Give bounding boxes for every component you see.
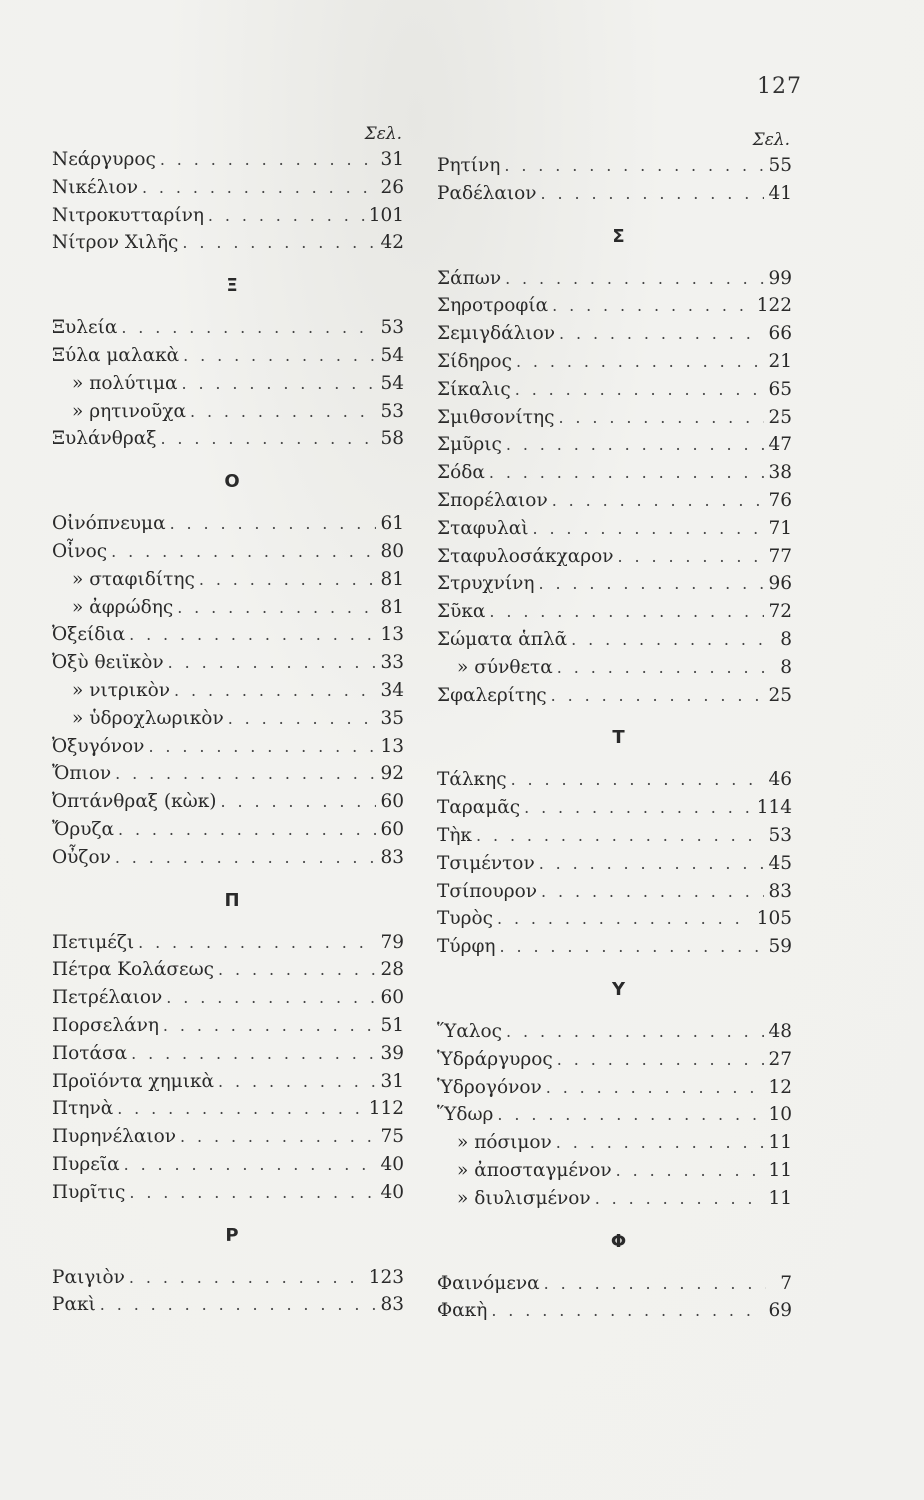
- index-entry: [437, 376, 792, 404]
- entry-page: 54: [380, 372, 404, 394]
- entry-page: 42: [380, 232, 404, 254]
- dot-leader: [559, 320, 764, 348]
- index-entry: [52, 1123, 404, 1151]
- dot-leader: [129, 621, 376, 649]
- dot-leader: [148, 733, 376, 761]
- index-column-right: [437, 128, 792, 1325]
- dot-leader: [556, 1129, 765, 1157]
- entry-term: Πτηνὰ: [52, 1098, 114, 1120]
- entry-page: 12: [768, 1076, 792, 1098]
- index-entry: [437, 1270, 792, 1298]
- dot-leader: [124, 1151, 377, 1179]
- column-header: Σελ.: [364, 124, 402, 144]
- entry-page: 99: [768, 267, 792, 289]
- index-entry: [52, 984, 404, 1012]
- entry-term: Ὑδρογόνον: [437, 1076, 542, 1098]
- index-entry: [52, 1068, 404, 1096]
- dot-leader: [541, 878, 764, 906]
- entry-page: 8: [780, 628, 792, 650]
- dot-leader: [208, 202, 365, 230]
- entry-page: 123: [368, 1266, 404, 1288]
- index-entries: [52, 146, 404, 1319]
- index-entry: [437, 487, 792, 515]
- dot-leader: [538, 570, 764, 598]
- index-entry: [52, 594, 404, 622]
- index-entry: [437, 292, 792, 320]
- index-entry: [52, 510, 404, 538]
- entry-term: Σίδηρος: [437, 350, 512, 372]
- dot-leader: [183, 342, 376, 370]
- dot-leader: [489, 598, 764, 626]
- entry-term: Ὄρυζα: [52, 818, 114, 840]
- entry-page: 112: [368, 1098, 404, 1120]
- dot-leader: [182, 229, 376, 257]
- dot-leader: [160, 425, 376, 453]
- entry-page: 28: [380, 959, 404, 981]
- entry-term: » διυλισμένον: [457, 1187, 591, 1209]
- entry-page: 76: [768, 489, 792, 511]
- index-entry: [52, 956, 404, 984]
- index-entry: [52, 760, 404, 788]
- entry-page: 31: [380, 1070, 404, 1092]
- entry-term: Ρητίνη: [437, 155, 501, 176]
- entry-page: 61: [380, 513, 404, 535]
- entry-page: 81: [380, 568, 404, 590]
- entry-term: Φαινόμενα: [437, 1272, 540, 1294]
- index-entry: [52, 342, 404, 370]
- entry-term: Σταφυλοσάκχαρον: [437, 545, 614, 567]
- entry-page: 58: [380, 428, 404, 450]
- entry-page: 60: [380, 791, 404, 813]
- index-entry: [437, 850, 792, 878]
- index-entry: [52, 146, 404, 174]
- dot-leader: [551, 682, 765, 710]
- dot-leader: [115, 844, 377, 872]
- dot-leader: [218, 956, 376, 984]
- entry-term: Σίκαλις: [437, 378, 511, 400]
- entry-term: Νικέλιον: [52, 176, 138, 198]
- entry-page: 75: [380, 1126, 404, 1148]
- index-entry: [52, 1179, 404, 1207]
- entry-term: Σεμιγδάλιον: [437, 323, 555, 345]
- entry-page: 66: [768, 323, 792, 345]
- entry-term: Σάπων: [437, 267, 502, 289]
- dot-leader: [497, 905, 753, 933]
- dot-leader: [489, 459, 765, 487]
- entry-term: Πυρεῖα: [52, 1153, 120, 1175]
- entry-term: Ὀξυγόνον: [52, 735, 145, 757]
- entry-page: 21: [768, 350, 792, 372]
- entry-page: 27: [768, 1048, 792, 1070]
- dot-leader: [557, 1046, 765, 1074]
- dot-leader: [552, 292, 753, 320]
- entry-page: 48: [768, 1020, 792, 1042]
- dot-leader: [506, 1018, 764, 1046]
- entry-term: Νιτροκυτταρίνη: [52, 204, 204, 226]
- index-entry: [437, 1129, 792, 1157]
- entry-term: Σμιθσονίτης: [437, 406, 555, 428]
- entry-term: Ταραμᾶς: [437, 797, 521, 819]
- index-entry: [437, 682, 792, 710]
- entry-page: 79: [380, 931, 404, 953]
- entry-page: 81: [380, 596, 404, 618]
- section-letter: Υ: [611, 978, 626, 1000]
- entry-term: Τσιμέντον: [437, 852, 535, 874]
- index-entry: [437, 459, 792, 487]
- index-entry: [437, 626, 792, 654]
- dot-leader: [491, 1297, 764, 1325]
- index-entry: [437, 933, 792, 961]
- dot-leader: [618, 543, 765, 571]
- entry-page: 69: [768, 1300, 792, 1322]
- section-letter: Ο: [224, 471, 240, 493]
- dot-leader: [524, 794, 753, 822]
- entry-page: 40: [380, 1181, 404, 1203]
- dot-leader: [557, 654, 766, 682]
- entry-page: 59: [768, 936, 792, 958]
- column-header: Σελ.: [752, 130, 790, 150]
- dot-leader: [546, 1074, 765, 1102]
- entry-page: 46: [768, 769, 792, 791]
- entry-page: 39: [380, 1042, 404, 1064]
- index-entry: [437, 822, 792, 850]
- dot-leader: [160, 146, 377, 174]
- entry-term: Τύρφη: [437, 936, 496, 958]
- index-entry: [52, 1095, 404, 1123]
- dot-leader: [504, 152, 764, 180]
- dot-leader: [616, 1157, 765, 1185]
- entry-page: 53: [768, 824, 792, 846]
- dot-leader: [541, 180, 765, 208]
- dot-leader: [166, 984, 376, 1012]
- entry-page: 25: [768, 684, 792, 706]
- entry-term: » πολύτιμα: [72, 372, 178, 394]
- index-entry: [437, 180, 792, 208]
- entry-term: Πέτρα Κολάσεως: [52, 959, 215, 981]
- entry-page: 11: [768, 1132, 792, 1154]
- entry-page: 10: [768, 1104, 792, 1126]
- index-entry: [437, 404, 792, 432]
- entry-term: Ποτάσα: [52, 1042, 128, 1064]
- index-entry: [437, 431, 792, 459]
- entry-term: Οὖζον: [52, 846, 111, 868]
- index-entry: [437, 515, 792, 543]
- index-entry: [437, 320, 792, 348]
- dot-leader: [170, 510, 377, 538]
- entry-term: Σφαλερίτης: [437, 684, 547, 706]
- entry-page: 83: [768, 880, 792, 902]
- entry-term: » ὑδροχλωρικὸν: [72, 707, 224, 729]
- index-entry: [437, 1046, 792, 1074]
- entry-term: Φακὴ: [437, 1300, 488, 1322]
- dot-leader: [532, 515, 764, 543]
- index-entry: [52, 705, 404, 733]
- entry-term: Τὴκ: [437, 824, 472, 846]
- section-letter: Σ: [612, 225, 625, 247]
- dot-leader: [516, 348, 765, 376]
- dot-leader: [500, 933, 765, 961]
- entry-page: 54: [380, 344, 404, 366]
- index-entry: [52, 370, 404, 398]
- entry-page: 83: [380, 1294, 404, 1316]
- index-entry: [52, 816, 404, 844]
- entry-term: Ξύλα μαλακὰ: [52, 344, 180, 366]
- index-entry: [52, 1012, 404, 1040]
- entry-page: 101: [368, 204, 404, 226]
- entry-page: 13: [380, 624, 404, 646]
- entry-page: 83: [380, 846, 404, 868]
- entry-term: Ξυλεία: [52, 317, 118, 339]
- entry-page: 41: [768, 182, 792, 204]
- index-entry: [437, 1018, 792, 1046]
- entry-page: 80: [380, 540, 404, 562]
- entry-page: 71: [768, 517, 792, 539]
- page-number: 127: [757, 74, 802, 99]
- entry-term: Προϊόντα χημικὰ: [52, 1070, 215, 1092]
- index-entry: [52, 538, 404, 566]
- dot-leader: [129, 1179, 376, 1207]
- entry-page: 60: [380, 818, 404, 840]
- entry-term: Σώματα ἁπλᾶ: [437, 628, 568, 650]
- entry-term: Ρακὶ: [52, 1294, 96, 1316]
- entry-page: 8: [780, 656, 792, 678]
- entry-term: Πυρῖτις: [52, 1181, 126, 1203]
- index-entry: [437, 1185, 792, 1213]
- dot-leader: [129, 1264, 365, 1292]
- index-entry: [52, 1040, 404, 1068]
- entry-term: » σύνθετα: [457, 656, 553, 678]
- entry-page: 7: [780, 1272, 792, 1294]
- entry-page: 35: [380, 707, 404, 729]
- entry-page: 65: [768, 378, 792, 400]
- entry-term: Στρυχνίνη: [437, 573, 535, 595]
- entry-term: » ἀφρώδης: [72, 596, 174, 618]
- entry-term: Ὕδωρ: [437, 1104, 494, 1126]
- index-entry: [52, 202, 404, 230]
- index-entry: [437, 598, 792, 626]
- entry-page: 122: [756, 295, 792, 317]
- section-letter: Π: [224, 889, 240, 911]
- index-entry: [52, 314, 404, 342]
- entry-page: 11: [768, 1159, 792, 1181]
- entry-term: Σόδα: [437, 462, 485, 484]
- index-entry: [437, 152, 792, 180]
- index-entry: [52, 677, 404, 705]
- dot-leader: [476, 822, 764, 850]
- section-letter: Φ: [610, 1230, 627, 1252]
- entry-term: Ὀξὺ θειϊκὸν: [52, 652, 164, 674]
- entry-term: Σταφυλαὶ: [437, 517, 529, 539]
- entry-page: 53: [380, 317, 404, 339]
- dot-leader: [190, 398, 376, 426]
- entry-term: Πετιμέζι: [52, 931, 135, 953]
- entry-term: Τσίπουρον: [437, 880, 538, 902]
- entry-page: 45: [768, 852, 792, 874]
- index-entry: [437, 1297, 792, 1325]
- index-entry: [52, 566, 404, 594]
- dot-leader: [539, 850, 765, 878]
- entry-page: 25: [768, 406, 792, 428]
- index-entry: [52, 649, 404, 677]
- index-entry: [52, 398, 404, 426]
- entry-term: Τάλκης: [437, 769, 507, 791]
- index-entry: [52, 1151, 404, 1179]
- dot-leader: [138, 929, 376, 957]
- entry-term: Οἶνος: [52, 540, 108, 562]
- dot-leader: [163, 1012, 377, 1040]
- entry-term: Νεάργυρος: [52, 149, 156, 170]
- entry-term: Ὀξείδια: [52, 624, 126, 646]
- entry-term: Σμῦρις: [437, 434, 502, 456]
- section-letter: Ρ: [225, 1224, 239, 1246]
- entry-page: 77: [768, 545, 792, 567]
- entry-term: Σῦκα: [437, 601, 486, 623]
- index-entry: [52, 229, 404, 257]
- entry-term: » σταφιδίτης: [72, 568, 195, 590]
- index-entry: [437, 794, 792, 822]
- entry-page: 92: [380, 763, 404, 785]
- index-entry: [437, 1074, 792, 1102]
- index-entry: [52, 788, 404, 816]
- entry-term: Πυρηνέλαιον: [52, 1126, 177, 1148]
- dot-leader: [142, 174, 377, 202]
- entry-term: » ἀποσταγμένον: [457, 1159, 612, 1181]
- entry-term: Νίτρον Χιλῆς: [52, 232, 179, 254]
- entry-page: 34: [380, 679, 404, 701]
- entry-page: 40: [380, 1153, 404, 1175]
- dot-leader: [111, 538, 376, 566]
- dot-leader: [544, 1270, 766, 1298]
- index-entry: [437, 878, 792, 906]
- index-column-left: [52, 122, 404, 1319]
- entry-page: 53: [380, 400, 404, 422]
- index-entry: [437, 654, 792, 682]
- dot-leader: [199, 566, 377, 594]
- entry-term: Ξυλάνθραξ: [52, 428, 157, 450]
- entry-page: 31: [380, 149, 404, 170]
- entry-page: 55: [768, 155, 792, 176]
- index-entry: [52, 1264, 404, 1292]
- entry-term: Τυρὸς: [437, 908, 493, 930]
- entry-page: 11: [768, 1187, 792, 1209]
- dot-leader: [552, 487, 765, 515]
- dot-leader: [515, 376, 765, 404]
- index-entry: [52, 425, 404, 453]
- dot-leader: [511, 766, 765, 794]
- entry-page: 13: [380, 735, 404, 757]
- index-entry: [437, 1101, 792, 1129]
- index-entry: [52, 929, 404, 957]
- dot-leader: [221, 788, 377, 816]
- index-entry: [52, 174, 404, 202]
- dot-leader: [121, 314, 376, 342]
- entry-term: » ρητινοῦχα: [72, 400, 186, 422]
- entry-term: Ὀπτάνθραξ (κὼκ): [52, 791, 217, 813]
- index-entry: [437, 905, 792, 933]
- dot-leader: [497, 1101, 764, 1129]
- index-entries: [437, 152, 792, 1325]
- index-entry: [437, 1157, 792, 1185]
- index-entry: [52, 1291, 404, 1319]
- dot-leader: [177, 594, 376, 622]
- dot-leader: [595, 1185, 765, 1213]
- index-entry: [437, 766, 792, 794]
- entry-term: Ὄπιον: [52, 763, 112, 785]
- entry-term: Πετρέλαιον: [52, 987, 163, 1009]
- entry-page: 96: [768, 573, 792, 595]
- entry-page: 51: [380, 1014, 404, 1036]
- index-entry: [52, 733, 404, 761]
- entry-page: 72: [768, 601, 792, 623]
- section-letter: Ξ: [226, 275, 238, 297]
- entry-page: 33: [380, 652, 404, 674]
- entry-term: Ὕαλος: [437, 1020, 503, 1042]
- dot-leader: [558, 404, 764, 432]
- dot-leader: [505, 265, 764, 293]
- entry-term: Ραιγιὸν: [52, 1266, 125, 1288]
- entry-page: 105: [756, 908, 792, 930]
- entry-page: 47: [768, 434, 792, 456]
- entry-term: Ραδέλαιον: [437, 182, 537, 204]
- entry-term: Πορσελάνη: [52, 1014, 159, 1036]
- index-entry: [52, 844, 404, 872]
- dot-leader: [571, 626, 766, 654]
- entry-page: 60: [380, 987, 404, 1009]
- dot-leader: [181, 370, 376, 398]
- dot-leader: [174, 677, 376, 705]
- index-entry: [437, 265, 792, 293]
- dot-leader: [100, 1291, 377, 1319]
- dot-leader: [168, 649, 377, 677]
- entry-term: » νιτρικὸν: [72, 679, 171, 701]
- index-entry: [52, 621, 404, 649]
- dot-leader: [228, 705, 377, 733]
- dot-leader: [131, 1040, 376, 1068]
- dot-leader: [218, 1068, 376, 1096]
- entry-term: Οἰνόπνευμα: [52, 513, 166, 535]
- entry-term: Σπορέλαιον: [437, 489, 548, 511]
- entry-term: » πόσιμον: [457, 1132, 552, 1154]
- dot-leader: [180, 1123, 376, 1151]
- index-entry: [437, 570, 792, 598]
- entry-page: 114: [756, 797, 792, 819]
- section-letter: Τ: [612, 727, 625, 749]
- dot-leader: [115, 760, 376, 788]
- entry-page: 26: [380, 176, 404, 198]
- index-entry: [437, 348, 792, 376]
- entry-term: Ὑδράργυρος: [437, 1048, 553, 1070]
- dot-leader: [118, 816, 376, 844]
- index-entry: [437, 543, 792, 571]
- entry-page: 38: [768, 462, 792, 484]
- dot-leader: [506, 431, 765, 459]
- entry-term: Σηροτροφία: [437, 295, 549, 317]
- dot-leader: [117, 1095, 364, 1123]
